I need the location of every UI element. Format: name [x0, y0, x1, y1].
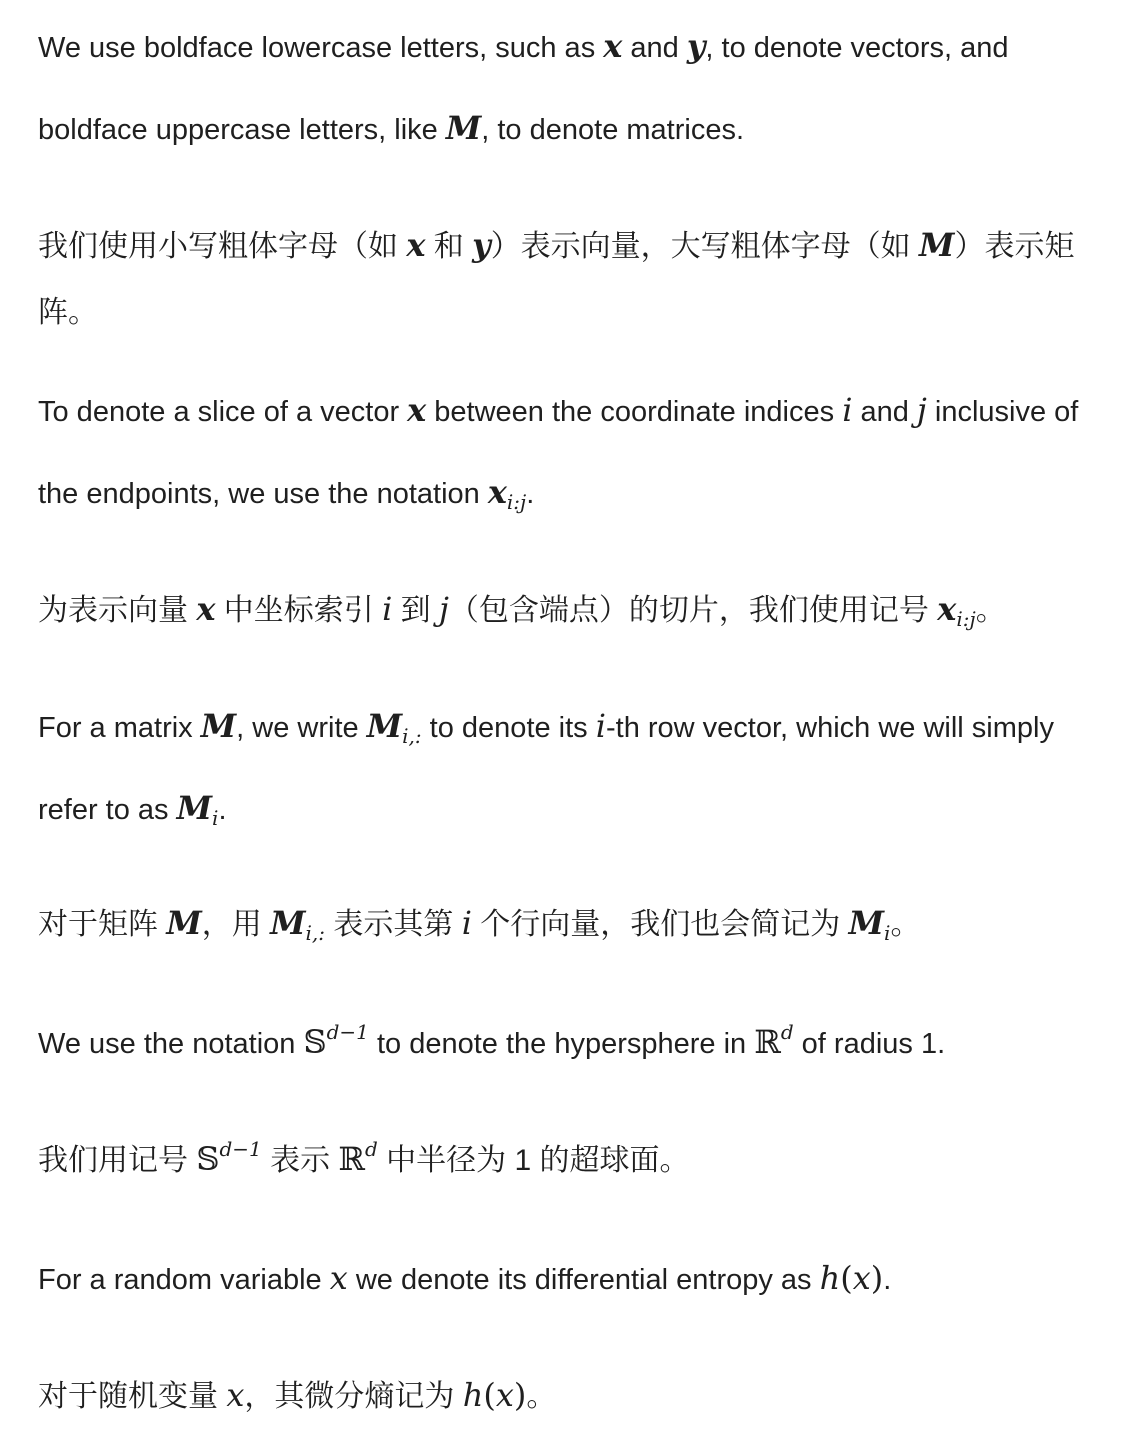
math-paren-right: ) — [513, 1376, 527, 1414]
math-x: x — [852, 1259, 871, 1297]
paragraph-row-vector-en — [38, 686, 1108, 850]
math-M-i: M — [176, 789, 213, 827]
text: , we write — [236, 712, 367, 744]
math-M-row: M — [270, 904, 306, 942]
paragraph-slice-zh — [38, 576, 1108, 644]
paragraph-vectors-matrices-zh — [38, 212, 1108, 346]
math-subscript: i — [212, 806, 219, 830]
math-M: M — [919, 226, 955, 264]
math-x: x — [196, 590, 216, 628]
text: For a matrix — [38, 712, 201, 744]
math-i: i — [461, 904, 472, 942]
text: of radius 1. — [793, 1028, 946, 1060]
text: and — [622, 32, 687, 64]
text: 表示其第 — [325, 908, 462, 941]
text: To denote a slice of a vector — [38, 396, 408, 428]
math-R: ℝ — [338, 1140, 366, 1178]
math-M-row: M — [366, 707, 403, 745]
text: inclusive of the endpoints, we use the notation — [38, 396, 1079, 510]
text: to denote the hypersphere in — [368, 1028, 755, 1060]
math-j: j — [916, 391, 927, 429]
math-superscript: d−1 — [219, 1137, 262, 1161]
math-x-slice: x — [487, 473, 507, 511]
math-subscript: i — [884, 921, 891, 945]
math-x: x — [603, 27, 623, 65]
paragraph-hypersphere-zh — [38, 1126, 1108, 1194]
math-M: M — [445, 109, 482, 147]
text: 。 — [526, 1380, 557, 1413]
text: For a random variable — [38, 1264, 330, 1296]
text: 我们使用小写粗体字母（如 — [38, 230, 407, 263]
math-S: 𝕊 — [303, 1023, 327, 1061]
text: between the coordinate indices — [426, 396, 843, 428]
math-i: i — [842, 391, 853, 429]
math-x: x — [226, 1376, 245, 1414]
math-superscript: d — [780, 1020, 794, 1044]
math-S: 𝕊 — [196, 1140, 220, 1178]
paragraph-slice-en — [38, 370, 1108, 534]
text: 个行向量，我们也会简记为 — [471, 908, 849, 941]
math-subscript: i,: — [305, 921, 326, 945]
math-i: i — [595, 707, 606, 745]
text: 。 — [890, 908, 921, 941]
math-x: x — [329, 1259, 348, 1297]
text: 中坐标索引 — [215, 594, 383, 627]
math-M-i: M — [848, 904, 885, 942]
paragraph-entropy-zh — [38, 1362, 1108, 1430]
paragraph-hypersphere-en — [38, 1002, 1108, 1084]
math-M: M — [200, 707, 237, 745]
text: 到 — [392, 594, 439, 627]
text: and — [852, 396, 917, 428]
text: . — [526, 478, 535, 510]
math-subscript: i:j — [956, 607, 976, 631]
math-M: M — [166, 904, 202, 942]
text: 为表示向量 — [38, 594, 197, 627]
text: , to denote vectors, and boldface uppercase letters, like — [38, 32, 1009, 146]
text: to denote its — [421, 712, 596, 744]
text: ）表示矩阵。 — [38, 230, 1075, 329]
math-h: h — [462, 1376, 484, 1414]
math-paren-right: ) — [870, 1259, 884, 1297]
math-R: ℝ — [754, 1023, 781, 1061]
text: ，用 — [201, 908, 271, 941]
paragraph-row-vector-zh — [38, 890, 1108, 958]
paragraph-vectors-matrices-en — [38, 6, 1108, 170]
text: we denote its differential entropy as — [347, 1264, 820, 1296]
math-superscript: d — [365, 1137, 378, 1161]
text: 和 — [425, 230, 473, 263]
text: . — [883, 1264, 892, 1296]
text: ，其微分熵记为 — [244, 1380, 463, 1413]
math-y: y — [472, 226, 491, 264]
math-h: h — [819, 1259, 841, 1297]
math-paren-left: ( — [483, 1376, 496, 1414]
text: 我们用记号 — [38, 1144, 197, 1177]
math-x: x — [406, 226, 426, 264]
math-superscript: d−1 — [326, 1020, 369, 1044]
text: -th row vector, which we will simply refer to as — [38, 712, 1054, 826]
math-subscript: i:j — [506, 490, 527, 514]
text: （包含端点）的切片，我们使用记号 — [448, 594, 938, 627]
text: 中半径为 1 的超球面。 — [377, 1144, 690, 1177]
text: 对于随机变量 — [38, 1380, 227, 1413]
math-x-slice: x — [937, 590, 957, 628]
text: 对于矩阵 — [38, 908, 167, 941]
math-y: y — [686, 27, 706, 65]
paragraph-entropy-en — [38, 1238, 1108, 1320]
text: We use boldface lowercase letters, such as — [38, 32, 604, 64]
text: We use the notation — [38, 1028, 304, 1060]
text: ）表示向量，大写粗体字母（如 — [490, 230, 920, 263]
math-j: j — [439, 590, 449, 628]
math-paren-left: ( — [840, 1259, 853, 1297]
text: 表示 — [261, 1144, 339, 1177]
math-i: i — [382, 590, 393, 628]
math-x: x — [407, 391, 427, 429]
math-x: x — [495, 1376, 514, 1414]
text: 。 — [975, 594, 1006, 627]
text: , to denote matrices. — [481, 114, 745, 146]
math-subscript: i,: — [402, 724, 422, 748]
text: . — [218, 794, 227, 826]
